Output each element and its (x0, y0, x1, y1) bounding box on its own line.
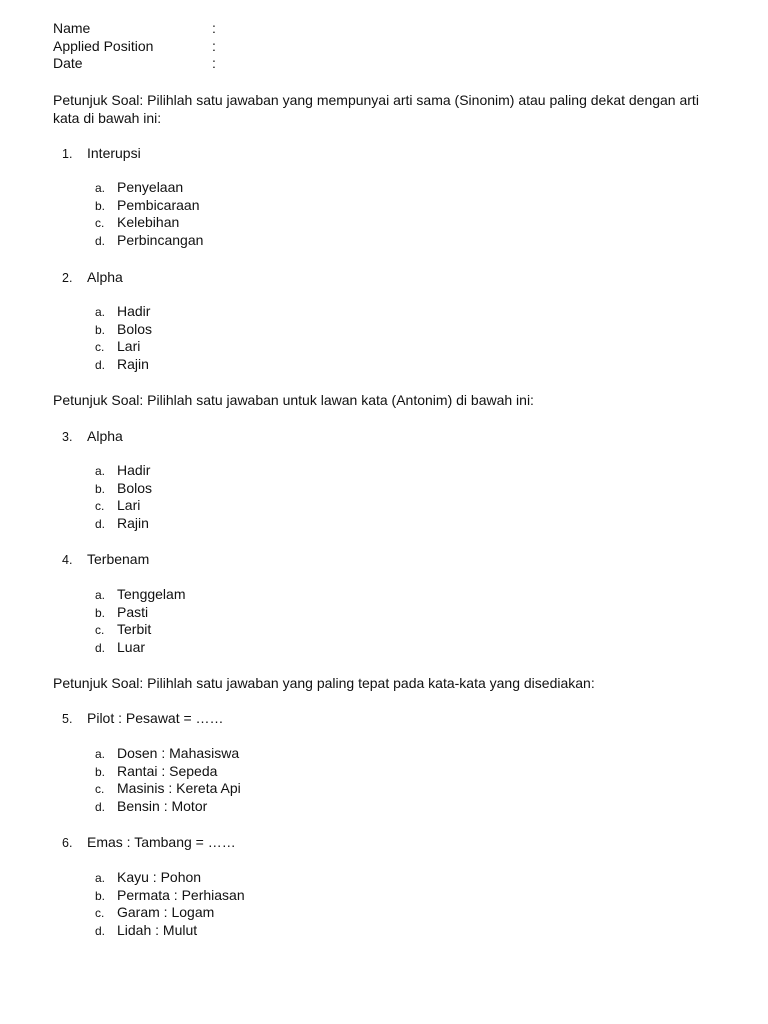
question-number: 3. (62, 430, 73, 444)
option-letter: a. (95, 588, 106, 602)
option-text: Dosen : Mahasiswa (117, 745, 240, 761)
option-letter: b. (95, 481, 106, 496)
option-a (95, 303, 152, 321)
header-fields (53, 20, 216, 73)
option-text: Garam : Logam (117, 904, 215, 921)
option-text: Terbit (117, 621, 152, 638)
option-d (95, 232, 203, 250)
option-letter: d. (95, 924, 106, 939)
question-text: Pilot : Pesawat = …… (87, 710, 224, 726)
field-colon: : (212, 37, 216, 54)
option-text: Masinis : Kereta Api (117, 780, 241, 797)
option-c (95, 780, 241, 798)
options-question-3 (95, 462, 152, 533)
option-text: Lari (117, 338, 141, 355)
option-letter: d. (95, 234, 106, 249)
question-2 (62, 268, 123, 286)
question-6 (62, 833, 236, 851)
option-text: Rajin (117, 515, 149, 532)
question-1 (62, 144, 141, 162)
option-text: Bolos (117, 479, 153, 496)
question-number: 2. (62, 271, 73, 285)
option-a (95, 869, 245, 887)
option-letter: d. (95, 358, 106, 373)
option-letter: a. (95, 464, 106, 478)
instruction-synonym: Petunjuk Soal: Pilihlah satu jawaban yang mempunyai arti sama (Sinonim) atau paling dekat dengan arti kata di bawah ini: (53, 92, 699, 126)
question-5 (62, 709, 224, 727)
question-text: Terbenam (87, 551, 150, 567)
question-text: Alpha (87, 269, 123, 285)
option-text: Bensin : Motor (117, 798, 208, 815)
option-b (95, 321, 152, 339)
option-c (95, 214, 203, 232)
applied-position-field (53, 38, 216, 56)
option-d (95, 798, 241, 816)
option-letter: b. (95, 888, 106, 903)
instruction-analogy: Petunjuk Soal: Pilihlah satu jawaban yang paling tepat pada kata-kata yang disediakan: (53, 675, 595, 691)
option-letter: d. (95, 800, 106, 815)
option-letter: a. (95, 181, 106, 195)
option-letter: a. (95, 747, 106, 761)
option-letter: b. (95, 764, 106, 779)
option-c (95, 904, 245, 922)
option-letter: d. (95, 517, 106, 532)
option-c (95, 338, 152, 356)
field-label: Date (53, 55, 83, 71)
option-d (95, 356, 152, 374)
option-letter: d. (95, 641, 106, 656)
option-b (95, 604, 186, 622)
field-colon: : (212, 55, 216, 71)
option-text: Hadir (117, 303, 151, 319)
name-field (53, 20, 216, 38)
options-question-2 (95, 303, 152, 374)
option-letter: c. (95, 623, 105, 638)
option-d (95, 922, 245, 940)
question-text: Emas : Tambang = …… (87, 834, 236, 850)
option-b (95, 480, 152, 498)
date-field (53, 55, 216, 73)
option-text: Perbincangan (117, 232, 204, 249)
option-a (95, 462, 152, 480)
option-c (95, 497, 152, 515)
option-b (95, 197, 203, 215)
option-text: Penyelaan (117, 179, 184, 195)
field-colon: : (212, 20, 216, 36)
option-text: Kayu : Pohon (117, 869, 202, 885)
option-text: Hadir (117, 462, 151, 478)
question-number: 4. (62, 553, 73, 567)
option-a (95, 179, 203, 197)
question-number: 1. (62, 147, 73, 161)
options-question-4 (95, 586, 186, 657)
option-b (95, 887, 245, 905)
question-number: 6. (62, 836, 73, 850)
option-text: Tenggelam (117, 586, 186, 602)
option-c (95, 621, 186, 639)
option-letter: b. (95, 605, 106, 620)
option-text: Lidah : Mulut (117, 922, 198, 939)
option-letter: c. (95, 782, 105, 797)
option-text: Bolos (117, 320, 153, 337)
field-label: Applied Position (53, 37, 154, 54)
option-text: Pasti (117, 603, 149, 620)
option-letter: a. (95, 305, 106, 319)
option-text: Rantai : Sepeda (117, 762, 218, 779)
field-label: Name (53, 20, 91, 36)
options-question-5 (95, 745, 241, 816)
option-d (95, 639, 186, 657)
option-a (95, 745, 241, 763)
option-letter: b. (95, 322, 106, 337)
option-text: Permata : Perhiasan (117, 886, 245, 903)
question-number: 5. (62, 712, 73, 726)
option-b (95, 763, 241, 781)
option-letter: c. (95, 340, 105, 355)
option-letter: c. (95, 216, 105, 231)
question-3 (62, 427, 123, 445)
option-letter: c. (95, 499, 105, 514)
option-text: Kelebihan (117, 214, 180, 231)
options-question-1 (95, 179, 203, 250)
option-text: Rajin (117, 356, 149, 373)
options-question-6 (95, 869, 245, 940)
question-text: Interupsi (87, 145, 141, 161)
question-text: Alpha (87, 428, 123, 444)
option-letter: c. (95, 906, 105, 921)
option-text: Luar (117, 639, 146, 656)
option-d (95, 515, 152, 533)
question-4 (62, 550, 149, 568)
option-text: Lari (117, 497, 141, 514)
option-a (95, 586, 186, 604)
instruction-antonym: Petunjuk Soal: Pilihlah satu jawaban untuk lawan kata (Antonim) di bawah ini: (53, 392, 534, 408)
option-letter: a. (95, 871, 106, 885)
option-text: Pembicaraan (117, 196, 200, 213)
option-letter: b. (95, 198, 106, 213)
